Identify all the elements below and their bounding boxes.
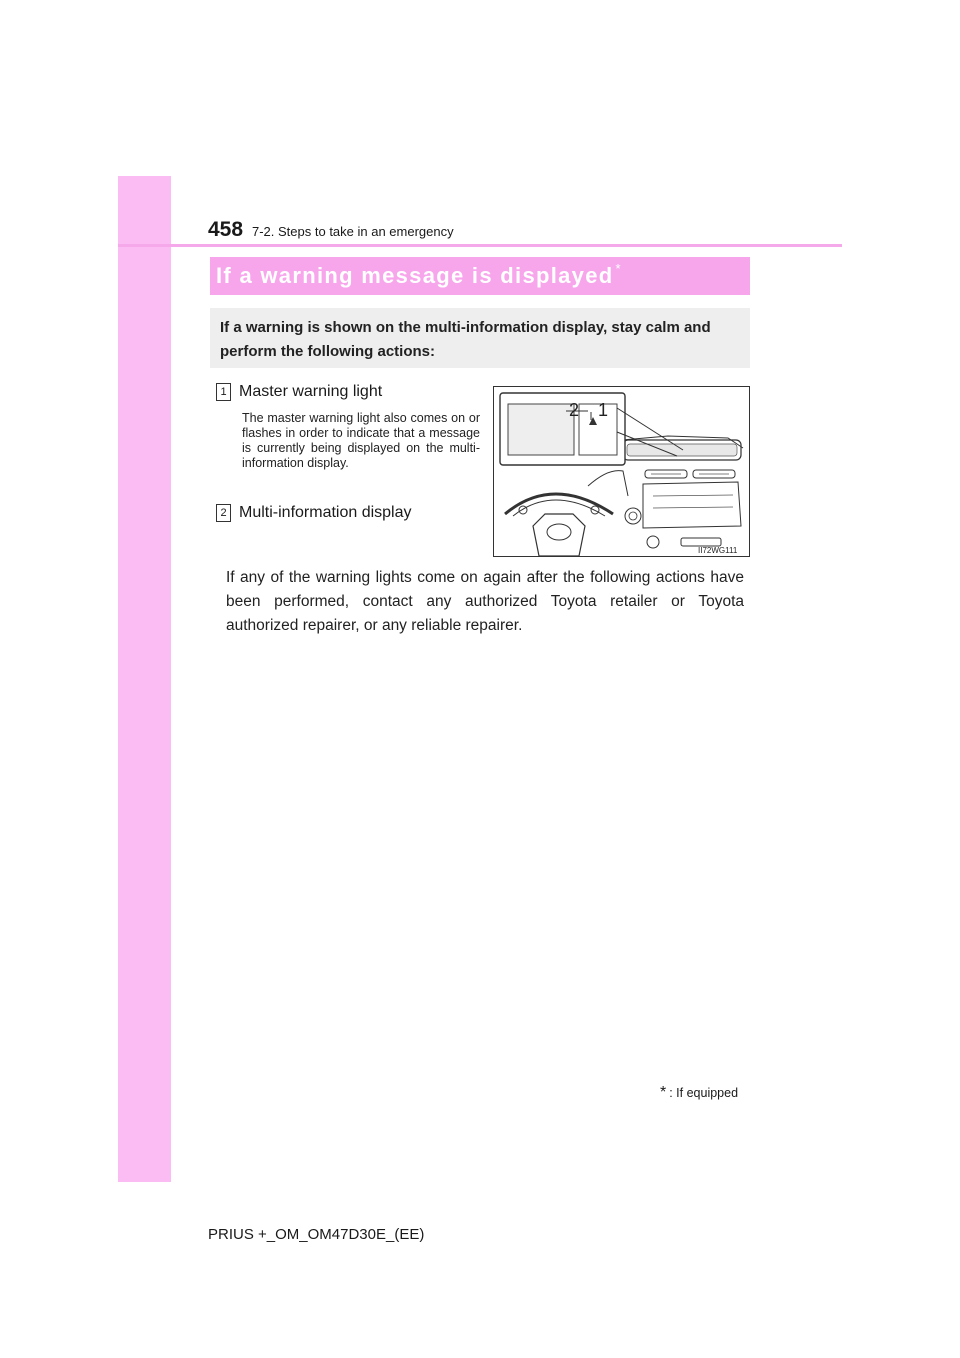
- dashboard-illustration: [493, 386, 750, 557]
- footnote-star: *: [660, 1084, 667, 1101]
- illustration-marker-1: 1: [598, 400, 609, 420]
- footer-code: PRIUS +_OM_OM47D30E_(EE): [208, 1226, 425, 1243]
- callout-2: [216, 504, 412, 522]
- side-color-band: [118, 176, 171, 1182]
- title-bar: [210, 257, 750, 295]
- callout-2-number: 2: [216, 504, 231, 522]
- body-text: If any of the warning lights come on again after the following actions have been performed, contact any authorized Toyota retailer or Toyota authorized repairer, or any reliable repairer.: [226, 569, 744, 634]
- section-title: 7-2. Steps to take in an emergency: [252, 224, 454, 239]
- callout-1-number: 1: [216, 383, 231, 401]
- intro-text: If a warning is shown on the multi-information display, stay calm and perform the following actions:: [220, 319, 711, 360]
- footnote-text: : If equipped: [669, 1086, 739, 1100]
- illustration-code: II72WG111: [698, 546, 738, 555]
- illustration-marker-2: 2: [569, 400, 580, 420]
- footnote-marker: *: [615, 260, 621, 276]
- callout-2-label: Multi-information display: [239, 504, 412, 521]
- callout-1: [216, 383, 382, 401]
- page-number: 458: [208, 218, 244, 241]
- header-rule: [118, 244, 842, 247]
- callout-1-description: The master warning light also comes on or flashes in order to indicate that a message is currently being displayed on the multi-information display.: [242, 411, 480, 470]
- footnote: [660, 1084, 738, 1102]
- callout-1-label: Master warning light: [239, 383, 383, 400]
- intro-box: [210, 308, 750, 368]
- page-title: If a warning message is displayed: [216, 263, 614, 288]
